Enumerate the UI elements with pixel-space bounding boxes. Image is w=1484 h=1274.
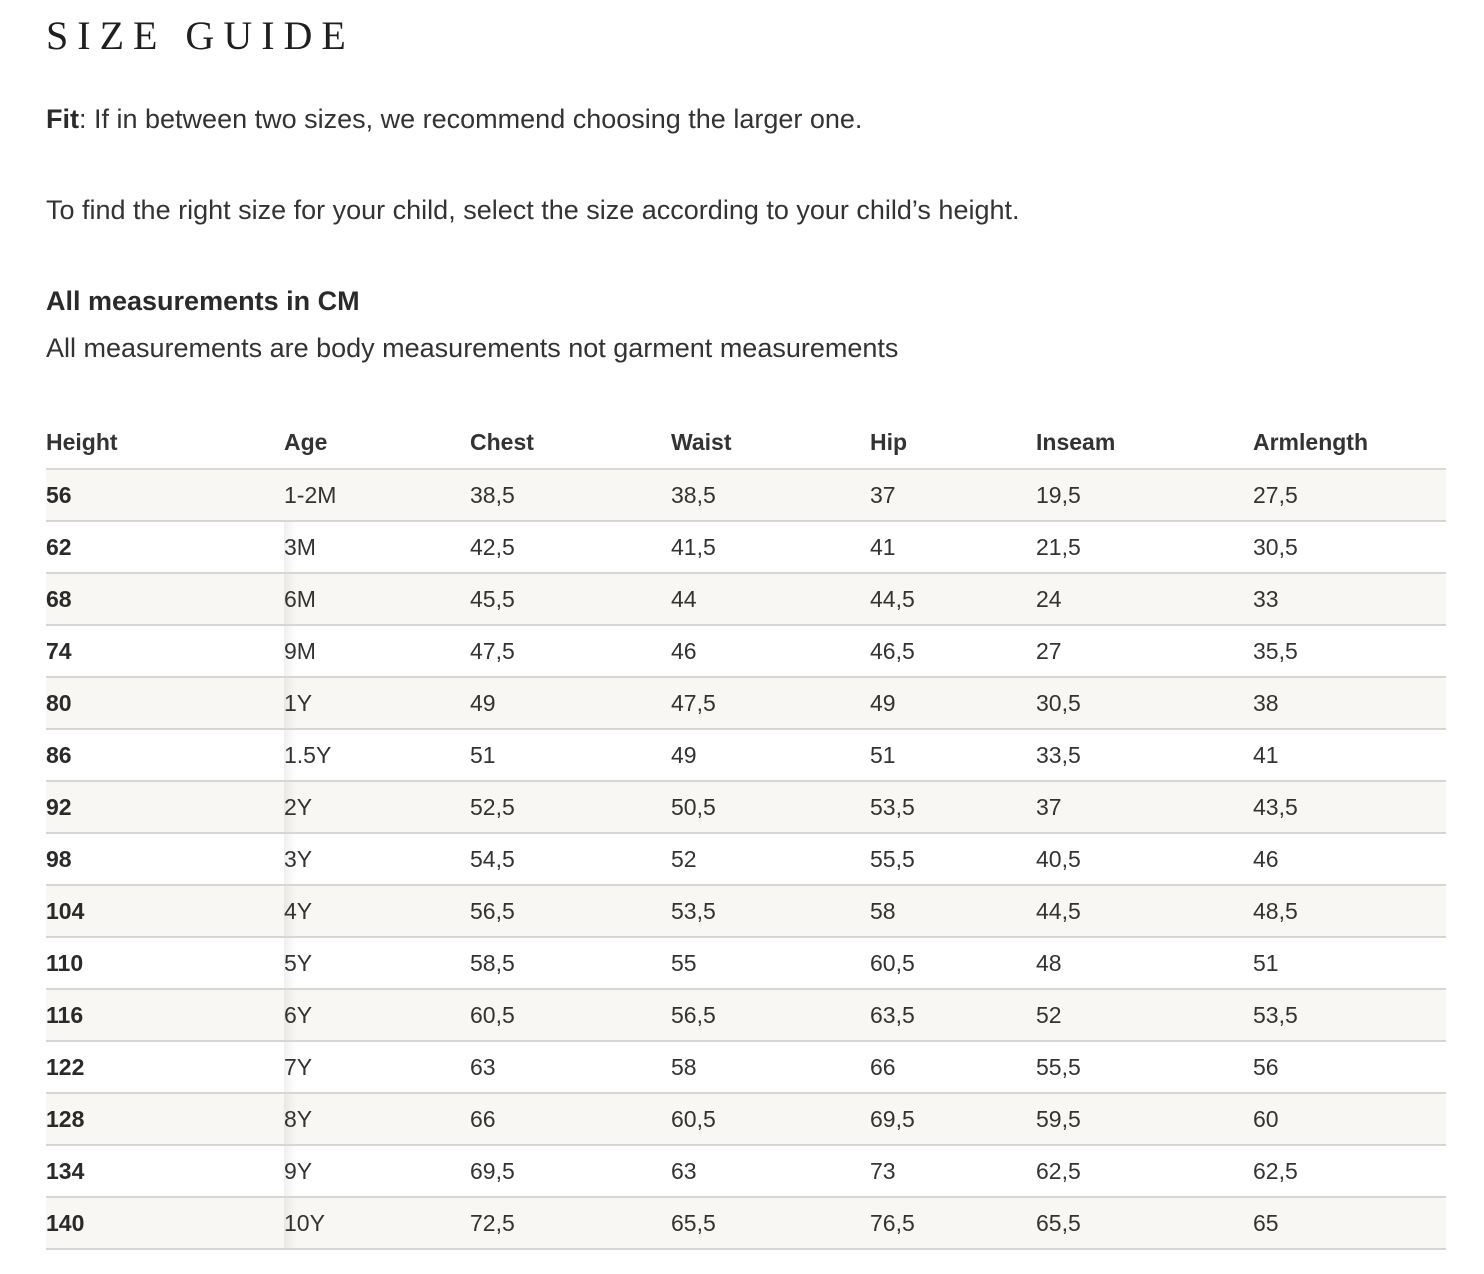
cell-inseam: 44,5 <box>1036 885 1253 937</box>
cell-hip: 73 <box>870 1145 1036 1197</box>
cell-height: 104 <box>46 885 284 937</box>
cell-waist: 63 <box>671 1145 870 1197</box>
cell-inseam: 48 <box>1036 937 1253 989</box>
cell-armlength: 65 <box>1253 1197 1446 1249</box>
cell-hip: 51 <box>870 729 1036 781</box>
cell-waist: 44 <box>671 573 870 625</box>
cell-waist: 65,5 <box>671 1197 870 1249</box>
fit-label: Fit <box>46 104 79 134</box>
table-row <box>46 573 1446 625</box>
cell-waist: 46 <box>671 625 870 677</box>
cell-chest: 42,5 <box>470 521 671 573</box>
cell-age: 2Y <box>284 781 470 833</box>
table-row <box>46 677 1446 729</box>
cell-age: 10Y <box>284 1197 470 1249</box>
cell-chest: 47,5 <box>470 625 671 677</box>
cell-hip: 63,5 <box>870 989 1036 1041</box>
cell-hip: 58 <box>870 885 1036 937</box>
header-height: Height <box>46 417 284 469</box>
cell-height: 110 <box>46 937 284 989</box>
cell-armlength: 53,5 <box>1253 989 1446 1041</box>
cell-height: 62 <box>46 521 284 573</box>
cell-height: 128 <box>46 1093 284 1145</box>
cell-age: 5Y <box>284 937 470 989</box>
table-row <box>46 729 1446 781</box>
cell-chest: 52,5 <box>470 781 671 833</box>
cell-chest: 45,5 <box>470 573 671 625</box>
cell-armlength: 38 <box>1253 677 1446 729</box>
cell-height: 74 <box>46 625 284 677</box>
header-chest: Chest <box>470 417 671 469</box>
cell-armlength: 30,5 <box>1253 521 1446 573</box>
cell-chest: 63 <box>470 1041 671 1093</box>
cell-waist: 47,5 <box>671 677 870 729</box>
table-row <box>46 625 1446 677</box>
cell-height: 92 <box>46 781 284 833</box>
table-row <box>46 1197 1446 1249</box>
cell-height: 86 <box>46 729 284 781</box>
cell-inseam: 55,5 <box>1036 1041 1253 1093</box>
cell-armlength: 60 <box>1253 1093 1446 1145</box>
cell-armlength: 51 <box>1253 937 1446 989</box>
table-row <box>46 937 1446 989</box>
table-row <box>46 1041 1446 1093</box>
cell-inseam: 27 <box>1036 625 1253 677</box>
fit-note <box>46 104 862 135</box>
cell-height: 122 <box>46 1041 284 1093</box>
cell-chest: 69,5 <box>470 1145 671 1197</box>
cell-chest: 72,5 <box>470 1197 671 1249</box>
cell-inseam: 52 <box>1036 989 1253 1041</box>
cell-inseam: 62,5 <box>1036 1145 1253 1197</box>
cell-age: 3M <box>284 521 470 573</box>
table-row <box>46 469 1446 521</box>
cell-armlength: 27,5 <box>1253 469 1446 521</box>
cell-waist: 50,5 <box>671 781 870 833</box>
cell-age: 4Y <box>284 885 470 937</box>
page-title: SIZE GUIDE <box>46 13 355 58</box>
table-row <box>46 833 1446 885</box>
measurements-title: All measurements in CM <box>46 286 360 316</box>
header-age: Age <box>284 417 470 469</box>
cell-waist: 60,5 <box>671 1093 870 1145</box>
cell-inseam: 59,5 <box>1036 1093 1253 1145</box>
header-armlength: Armlength <box>1253 417 1446 469</box>
cell-hip: 37 <box>870 469 1036 521</box>
cell-waist: 53,5 <box>671 885 870 937</box>
cell-hip: 44,5 <box>870 573 1036 625</box>
cell-height: 98 <box>46 833 284 885</box>
cell-hip: 60,5 <box>870 937 1036 989</box>
cell-age: 9Y <box>284 1145 470 1197</box>
cell-age: 7Y <box>284 1041 470 1093</box>
cell-chest: 54,5 <box>470 833 671 885</box>
cell-age: 9M <box>284 625 470 677</box>
size-table-container <box>46 417 1446 1250</box>
cell-hip: 55,5 <box>870 833 1036 885</box>
cell-age: 1-2M <box>284 469 470 521</box>
cell-waist: 56,5 <box>671 989 870 1041</box>
cell-armlength: 62,5 <box>1253 1145 1446 1197</box>
table-row <box>46 1093 1446 1145</box>
cell-waist: 55 <box>671 937 870 989</box>
measurements-subtitle: All measurements are body measurements not garment measurements <box>46 333 899 363</box>
cell-age: 6Y <box>284 989 470 1041</box>
table-row <box>46 989 1446 1041</box>
cell-height: 140 <box>46 1197 284 1249</box>
cell-hip: 69,5 <box>870 1093 1036 1145</box>
cell-inseam: 37 <box>1036 781 1253 833</box>
cell-height: 68 <box>46 573 284 625</box>
cell-height: 56 <box>46 469 284 521</box>
cell-inseam: 24 <box>1036 573 1253 625</box>
table-row <box>46 781 1446 833</box>
find-size-note: To find the right size for your child, select the size according to your child’s height. <box>46 195 1020 225</box>
cell-chest: 60,5 <box>470 989 671 1041</box>
cell-inseam: 33,5 <box>1036 729 1253 781</box>
cell-armlength: 56 <box>1253 1041 1446 1093</box>
table-row <box>46 885 1446 937</box>
cell-hip: 41 <box>870 521 1036 573</box>
cell-hip: 66 <box>870 1041 1036 1093</box>
cell-inseam: 30,5 <box>1036 677 1253 729</box>
cell-inseam: 40,5 <box>1036 833 1253 885</box>
cell-chest: 66 <box>470 1093 671 1145</box>
cell-armlength: 43,5 <box>1253 781 1446 833</box>
table-header-row <box>46 417 1446 469</box>
cell-age: 8Y <box>284 1093 470 1145</box>
cell-waist: 52 <box>671 833 870 885</box>
cell-armlength: 48,5 <box>1253 885 1446 937</box>
cell-armlength: 46 <box>1253 833 1446 885</box>
header-waist: Waist <box>671 417 870 469</box>
header-hip: Hip <box>870 417 1036 469</box>
cell-hip: 53,5 <box>870 781 1036 833</box>
cell-age: 6M <box>284 573 470 625</box>
cell-armlength: 41 <box>1253 729 1446 781</box>
cell-inseam: 21,5 <box>1036 521 1253 573</box>
cell-chest: 56,5 <box>470 885 671 937</box>
cell-waist: 58 <box>671 1041 870 1093</box>
cell-chest: 58,5 <box>470 937 671 989</box>
cell-height: 116 <box>46 989 284 1041</box>
cell-chest: 49 <box>470 677 671 729</box>
cell-inseam: 19,5 <box>1036 469 1253 521</box>
cell-waist: 38,5 <box>671 469 870 521</box>
cell-armlength: 35,5 <box>1253 625 1446 677</box>
size-table <box>46 417 1446 1250</box>
fit-text: : If in between two sizes, we recommend choosing the larger one. <box>79 104 863 134</box>
cell-chest: 51 <box>470 729 671 781</box>
table-row <box>46 521 1446 573</box>
cell-age: 3Y <box>284 833 470 885</box>
cell-hip: 76,5 <box>870 1197 1036 1249</box>
cell-age: 1.5Y <box>284 729 470 781</box>
cell-waist: 49 <box>671 729 870 781</box>
cell-inseam: 65,5 <box>1036 1197 1253 1249</box>
table-body <box>46 469 1446 1249</box>
cell-armlength: 33 <box>1253 573 1446 625</box>
cell-chest: 38,5 <box>470 469 671 521</box>
cell-height: 80 <box>46 677 284 729</box>
cell-hip: 49 <box>870 677 1036 729</box>
cell-waist: 41,5 <box>671 521 870 573</box>
cell-age: 1Y <box>284 677 470 729</box>
table-row <box>46 1145 1446 1197</box>
cell-hip: 46,5 <box>870 625 1036 677</box>
cell-height: 134 <box>46 1145 284 1197</box>
header-inseam: Inseam <box>1036 417 1253 469</box>
